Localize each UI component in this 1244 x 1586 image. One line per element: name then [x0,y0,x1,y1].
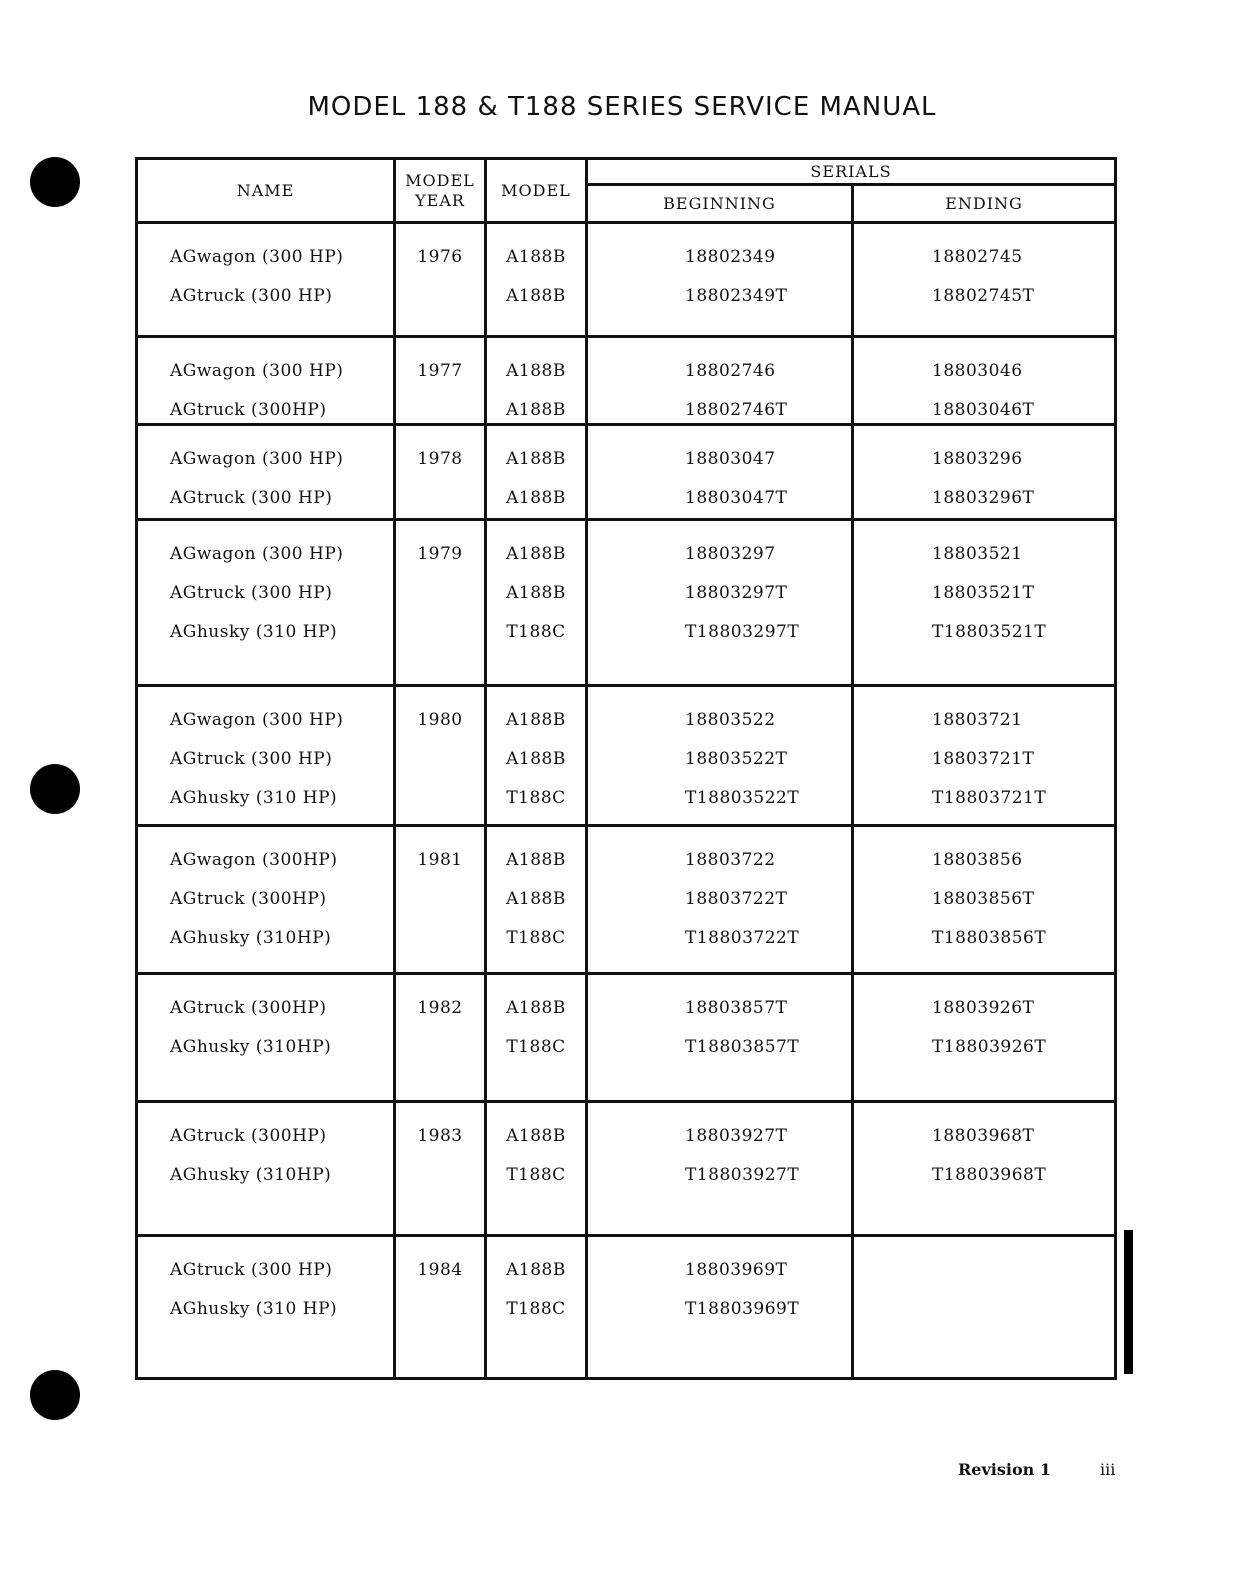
model-cell: T188C [506,788,566,808]
name-cell: AGtruck (300HP) [170,889,327,909]
table-header [138,160,1114,224]
name-cell: AGwagon (300HP) [170,850,338,870]
year-column [396,521,487,684]
year-column [396,827,487,972]
ending-serial-cell [932,1251,1114,1290]
beginning-column [588,827,854,972]
name-cell: AGwagon (300 HP) [170,449,344,469]
beginning-column [588,338,854,423]
ending-serial-cell: 18803521T [932,583,1035,603]
beginning-serial-cell: 18803722T [685,889,788,909]
model-year-cell: 1976 [417,247,463,267]
ending-serial-cell: 18803296T [932,488,1035,508]
model-cell: A188B [506,889,566,909]
beginning-serial-cell: 18803969T [685,1260,788,1280]
beginning-column [588,224,854,335]
ending-column [854,1237,1114,1377]
beginning-serial-cell: 18803297T [685,583,788,603]
name-column [138,687,396,824]
ending-serial-cell: T18803968T [932,1165,1047,1185]
ending-serial-cell: 18803968T [932,1126,1035,1146]
model-cell: T188C [506,1299,566,1319]
table-body [138,224,1114,1377]
ending-serial-cell: 18803046 [932,361,1023,381]
ending-serial-cell: T18803926T [932,1037,1047,1057]
model-year-cell: 1978 [417,449,463,469]
model-cell: A188B [506,749,566,769]
binder-hole-middle [30,764,80,814]
beginning-serial-cell: 18803047T [685,488,788,508]
ending-serial-cell: 18803296 [932,449,1023,469]
table-group [138,687,1114,827]
year-column [396,426,487,518]
ending-column [854,827,1114,972]
beginning-column [588,426,854,518]
revision-change-bar [1124,1230,1133,1374]
table-group [138,827,1114,975]
year-column [396,1237,487,1377]
model-cell: A188B [506,449,566,469]
model-cell: T188C [506,928,566,948]
model-cell: A188B [506,1260,566,1280]
model-column [487,521,588,684]
model-cell: A188B [506,1126,566,1146]
year-column [396,975,487,1100]
beginning-serial-cell: 18802746 [685,361,776,381]
model-column [487,687,588,824]
model-cell: A188B [506,247,566,267]
name-cell: AGtruck (300 HP) [170,749,333,769]
model-cell: A188B [506,710,566,730]
table-group [138,426,1114,521]
beginning-column [588,1103,854,1234]
ending-serial-cell: 18803721 [932,710,1023,730]
ending-serial-cell [932,1290,1114,1329]
beginning-serial-cell: 18803297 [685,544,776,564]
model-cell: A188B [506,361,566,381]
model-column [487,1237,588,1377]
beginning-serial-cell: 18803522T [685,749,788,769]
model-year-cell: 1977 [417,361,463,381]
beginning-serial-cell: 18803927T [685,1126,788,1146]
table-group [138,338,1114,426]
year-column [396,687,487,824]
model-cell: A188B [506,544,566,564]
name-cell: AGtruck (300 HP) [170,583,333,603]
model-column [487,426,588,518]
model-cell: A188B [506,583,566,603]
name-cell: AGhusky (310 HP) [170,1299,338,1319]
beginning-serial-cell: T18803522T [685,788,800,808]
ending-serial-cell: T18803856T [932,928,1047,948]
model-cell: A188B [506,998,566,1018]
name-column [138,338,396,423]
beginning-serial-cell: 18803047 [685,449,776,469]
ending-serial-cell: T18803721T [932,788,1047,808]
beginning-column [588,975,854,1100]
beginning-serial-cell: T18803297T [685,622,800,642]
ending-column [854,521,1114,684]
model-year-cell: 1981 [417,850,463,870]
serials-table [135,157,1117,1380]
name-column [138,827,396,972]
ending-serial-cell: 18803046T [932,400,1035,420]
name-cell: AGhusky (310HP) [170,1165,332,1185]
name-cell: AGhusky (310HP) [170,928,332,948]
year-column [396,1103,487,1234]
name-cell: AGwagon (300 HP) [170,544,344,564]
ending-column [854,224,1114,335]
table-group [138,975,1114,1103]
ending-column [854,1103,1114,1234]
name-cell: AGtruck (300HP) [170,400,327,420]
model-cell: A188B [506,850,566,870]
model-cell: T188C [506,1165,566,1185]
model-year-cell: 1982 [417,998,463,1018]
page-number: iii [1100,1460,1116,1479]
table-group [138,521,1114,687]
ending-serial-cell: 18803856 [932,850,1023,870]
revision-label: Revision 1 [958,1460,1051,1479]
name-cell: AGtruck (300HP) [170,1126,327,1146]
name-cell: AGwagon (300 HP) [170,247,344,267]
model-year-cell: 1984 [417,1260,463,1280]
ending-serial-cell: 18803521 [932,544,1023,564]
beginning-serial-cell: T18803722T [685,928,800,948]
name-cell: AGtruck (300 HP) [170,1260,333,1280]
header-serials-group [588,160,1114,221]
name-cell: AGhusky (310HP) [170,1037,332,1057]
table-group [138,1103,1114,1237]
year-column [396,338,487,423]
beginning-serial-cell: 18802349 [685,247,776,267]
header-model-year: MODEL YEAR [396,160,487,221]
beginning-serial-cell: 18803722 [685,850,776,870]
beginning-column [588,521,854,684]
model-column [487,338,588,423]
binder-hole-bottom [30,1370,80,1420]
model-cell: A188B [506,400,566,420]
name-column [138,1237,396,1377]
model-year-cell: 1979 [417,544,463,564]
ending-column [854,975,1114,1100]
table-group [138,224,1114,338]
name-cell: AGwagon (300 HP) [170,710,344,730]
model-cell: T188C [506,1037,566,1057]
beginning-serial-cell: 18802746T [685,400,788,420]
model-column [487,827,588,972]
name-cell: AGtruck (300 HP) [170,286,333,306]
ending-serial-cell: 18803926T [932,998,1035,1018]
model-column [487,224,588,335]
ending-column [854,338,1114,423]
name-column [138,426,396,518]
header-name: NAME [138,160,396,221]
name-column [138,975,396,1100]
ending-serial-cell: 18802745 [932,247,1023,267]
beginning-column [588,687,854,824]
page-title: MODEL 188 & T188 SERIES SERVICE MANUAL [307,92,937,122]
model-column [487,1103,588,1234]
name-cell: AGtruck (300HP) [170,998,327,1018]
year-column [396,224,487,335]
header-model: MODEL [487,160,588,221]
binder-hole-top [30,157,80,207]
ending-serial-cell: T18803521T [932,622,1047,642]
model-column [487,975,588,1100]
name-column [138,224,396,335]
header-beginning: BEGINNING [588,186,854,221]
ending-column [854,687,1114,824]
ending-serial-cell: 18803721T [932,749,1035,769]
model-cell: A188B [506,286,566,306]
ending-column [854,426,1114,518]
name-cell: AGhusky (310 HP) [170,622,338,642]
beginning-serial-cell: 18802349T [685,286,788,306]
model-year-cell: 1983 [417,1126,463,1146]
beginning-serial-cell: 18803522 [685,710,776,730]
ending-serial-cell: 18803856T [932,889,1035,909]
name-cell: AGwagon (300 HP) [170,361,344,381]
beginning-column [588,1237,854,1377]
header-serials: SERIALS [588,160,1114,186]
header-ending: ENDING [945,193,1023,213]
name-cell: AGhusky (310 HP) [170,788,338,808]
beginning-serial-cell: T18803927T [685,1165,800,1185]
name-cell: AGtruck (300 HP) [170,488,333,508]
beginning-serial-cell: 18803857T [685,998,788,1018]
model-cell: T188C [506,622,566,642]
name-column [138,1103,396,1234]
name-column [138,521,396,684]
beginning-serial-cell: T18803857T [685,1037,800,1057]
beginning-serial-cell: T18803969T [685,1299,800,1319]
model-cell: A188B [506,488,566,508]
ending-serial-cell: 18802745T [932,286,1035,306]
model-year-cell: 1980 [417,710,463,730]
table-group [138,1237,1114,1377]
